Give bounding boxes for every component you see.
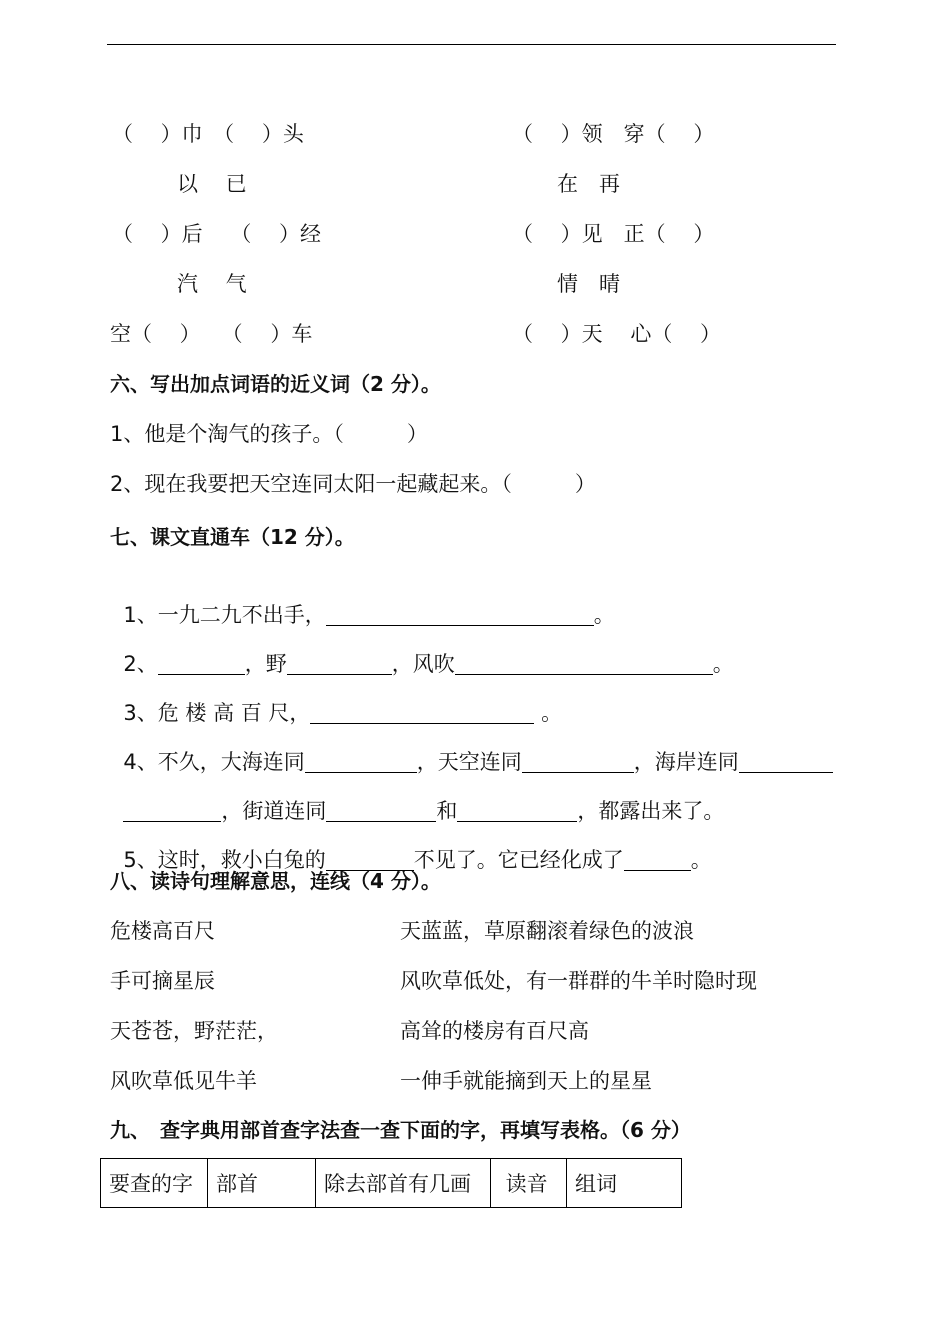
s7-q4-line1	[110, 720, 833, 776]
s7-q5-blank-2[interactable]	[624, 848, 691, 871]
s8-left-3[interactable]: 天苍苍，野茫茫，	[110, 1019, 278, 1043]
section6-heading: 六、写出加点词语的近义词（2 分）。	[110, 372, 441, 396]
s7-q3	[110, 671, 562, 727]
s5-row4-right: 情 晴	[557, 272, 620, 296]
s7-q2-mid1: ，野	[244, 652, 287, 676]
s8-left-2[interactable]: 手可摘星辰	[110, 969, 215, 993]
s7-q4-mid4: 和	[436, 799, 458, 823]
s5-row3-right: （ ）见 正（ ）	[512, 222, 715, 246]
s5-row2-left: 以 已	[177, 172, 247, 196]
s7-q4-mid3: ，街道连同	[221, 799, 327, 823]
s7-q4-mid1: ，天空连同	[416, 750, 522, 774]
s5-row1-right: （ ）领 穿（ ）	[512, 122, 715, 146]
s7-q2-prefix: 2、	[123, 652, 158, 676]
s5-row4-left: 汽 气	[177, 272, 247, 296]
s5-row2-right: 在 再	[557, 172, 620, 196]
s7-q4-prefix: 4、不久，大海连同	[123, 750, 305, 774]
s8-left-1[interactable]: 危楼高百尺	[110, 919, 215, 943]
s7-q3-suffix: 。	[534, 701, 563, 725]
s6-item-1: 1、他是个淘气的孩子。（ ）	[110, 422, 428, 446]
col-strokes: 除去部首有几画	[316, 1159, 491, 1208]
s7-q1-prefix: 1、一九二九不出手，	[123, 603, 326, 627]
s7-q1	[110, 573, 615, 629]
s7-q1-suffix: 。	[593, 603, 615, 627]
s7-q4-line2	[110, 769, 724, 825]
s5-row5-left: 空（ ） （ ）车	[110, 322, 313, 346]
s8-left-4[interactable]: 风吹草低见牛羊	[110, 1069, 257, 1093]
col-char: 要查的字	[101, 1159, 208, 1208]
col-words: 组词	[567, 1159, 682, 1208]
section7-heading: 七、课文直通车（12 分）。	[110, 525, 355, 549]
s5-row3-left: （ ）后 （ ）经	[112, 222, 322, 246]
s7-q5-prefix: 5、这时，救小白兔的	[123, 848, 326, 872]
s7-q4-suffix: ，都露出来了。	[577, 799, 725, 823]
s7-q5-suffix: 。	[690, 848, 712, 872]
s7-q4-mid2: ，海岸连同	[633, 750, 739, 774]
s7-q2-suffix: 。	[712, 652, 734, 676]
s7-q3-prefix: 3、危 楼 高 百 尺，	[123, 701, 311, 725]
s5-row1-left: （ ）巾 （ ）头	[112, 122, 304, 146]
s8-right-4[interactable]: 一伸手就能摘到天上的星星	[400, 1069, 652, 1093]
s8-right-3[interactable]: 高耸的楼房有百尺高	[400, 1019, 589, 1043]
s7-q5-mid: 不见了。它已经化成了	[413, 848, 624, 872]
col-radical: 部首	[208, 1159, 316, 1208]
table-header-row	[101, 1159, 682, 1208]
s7-q2-mid2: ，风吹	[391, 652, 455, 676]
section8-heading: 八、读诗句理解意思，连线（4 分）。	[110, 869, 441, 893]
s5-row5-right: （ ）天 心（ ）	[512, 322, 722, 346]
lookup-table	[100, 1158, 682, 1208]
section9-heading: 九、 查字典用部首查字法查一查下面的字，再填写表格。（6 分）	[110, 1118, 691, 1142]
header-rule	[107, 44, 836, 45]
s7-q2	[110, 622, 734, 678]
s7-q4-blank-3a[interactable]	[739, 750, 833, 773]
s7-q5	[110, 818, 712, 874]
col-pronunciation: 读音	[491, 1159, 567, 1208]
s8-right-2[interactable]: 风吹草低处，有一群群的牛羊时隐时现	[400, 969, 757, 993]
s6-item-2: 2、现在我要把天空连同太阳一起藏起来。（ ）	[110, 472, 596, 496]
s8-right-1[interactable]: 天蓝蓝，草原翻滚着绿色的波浪	[400, 919, 694, 943]
